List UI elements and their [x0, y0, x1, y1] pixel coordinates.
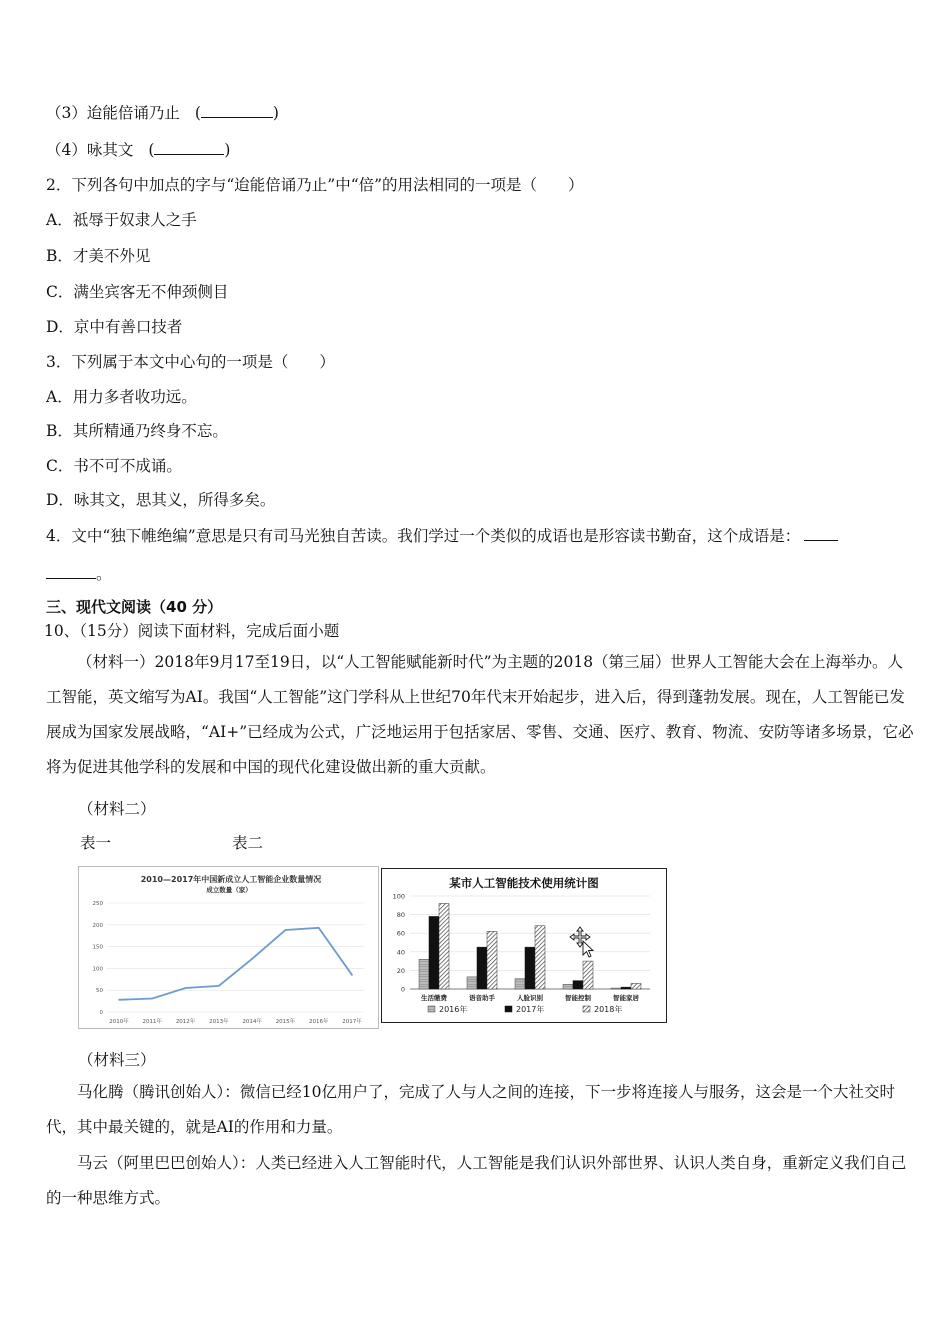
chart1-xtick-label: 2016年	[308, 1019, 329, 1025]
chart1-point	[118, 999, 120, 1001]
q2-option-a[interactable]: A．祗辱于奴隶人之手	[46, 211, 197, 229]
chart2-bar	[439, 903, 449, 989]
chart2-legend-label: 2017年	[516, 1005, 545, 1014]
chart2-legend-swatch	[583, 1006, 590, 1012]
chart2-legend-swatch	[428, 1006, 435, 1012]
q2-option-b[interactable]: B．才美不外见	[46, 247, 151, 265]
chart1-xtick-label: 2013年	[209, 1019, 229, 1025]
chart2-xtick-label: 人脸识别	[517, 994, 543, 1002]
chart2-bar	[611, 988, 621, 989]
chart2-bar	[535, 926, 545, 989]
chart1-ytick-label: 50	[96, 988, 103, 995]
q4-blank-part2[interactable]	[46, 562, 96, 579]
material2-label: （材料二）	[78, 800, 156, 818]
q4-stem: 4．文中“独下帷绝编”意思是只有司马光独自苦读。我们学过一个类似的成语也是形容读书勤奋，这个成语是：	[46, 527, 801, 545]
q10-intro: 10、（15分）阅读下面材料，完成后面小题	[44, 622, 340, 640]
q3-option-a[interactable]: A．用力多者收功远。	[46, 388, 197, 406]
chart1-xtick-label: 2014年	[242, 1019, 262, 1025]
q1-item-3-paren-close: )	[272, 104, 279, 122]
chart2-bar	[525, 947, 535, 989]
material3-ma-yun: 马云（阿里巴巴创始人）：人类已经进入人工智能时代，人工智能是我们认识外部世界、认识人类自身，重新定义我们自己的一种思维方式。	[46, 1154, 907, 1207]
bar-chart	[382, 869, 666, 1022]
chart2-bar	[467, 977, 477, 989]
chart2-legend-label: 2016年	[439, 1005, 468, 1014]
chart2-title: 某市人工智能技术使用统计图	[449, 876, 599, 890]
chart1-xtick-label: 2012年	[175, 1019, 196, 1025]
chart2-ytick-label: 0	[400, 985, 405, 994]
chart2-ytick-label: 40	[396, 948, 405, 957]
material1-text: （材料一）2018年9月17至19日，以“人工智能赋能新时代”为主题的2018（第三届）世界人工智能大会在上海举办。人工智能，英文缩写为AI。我国“人工智能”这门学科从上世纪70年代末开始起步，进入后，得到蓬勃发展。现在，人工智能已发展成为国家发展战略，“AI+”已经成为公式，广泛地运用于包括家居、零售、交通、医疗、教育、物流、安防等诸多场景，它必将为促进其他学科的发展和中国的现代化建设做出新的重大贡献。	[46, 653, 914, 776]
chart1-xtick-label: 2010年	[109, 1019, 129, 1025]
line-chart	[79, 867, 378, 1028]
q3-option-b[interactable]: B．其所精通乃终身不忘。	[46, 422, 228, 440]
chart1-xtick-label: 2017年	[342, 1019, 362, 1025]
chart1-ytick-label: 150	[92, 944, 103, 951]
q2-option-c[interactable]: C．满坐宾客无不伸颈侧目	[46, 283, 229, 301]
chart1-ytick-label: 100	[92, 966, 103, 973]
material3-label: （材料三）	[78, 1051, 156, 1069]
chart2-legend-swatch	[505, 1006, 512, 1012]
chart2-bar	[563, 984, 573, 989]
q1-item-3-text: （3）迨能倍诵乃止	[46, 104, 180, 122]
chart1-point	[318, 927, 320, 929]
q3-option-c[interactable]: C．书不可不成诵。	[46, 457, 182, 475]
chart2-bar	[515, 979, 525, 989]
q1-item-3-blank[interactable]	[201, 101, 273, 118]
chart2-ytick-label: 100	[392, 892, 405, 901]
q3-stem: 3．下列属于本文中心句的一项是（ ）	[46, 353, 335, 371]
q2-option-d[interactable]: D．京中有善口技者	[46, 318, 183, 336]
chart1-ytick-label: 200	[92, 922, 103, 929]
chart2-bar	[477, 947, 487, 989]
q1-item-4-blank[interactable]	[154, 138, 224, 155]
chart2-ytick-label: 60	[396, 929, 405, 938]
chart2-xtick-label: 语音助手	[469, 994, 495, 1002]
chart1-ylabel: 成立数量（家）	[206, 886, 252, 894]
q4-blank-line	[46, 562, 112, 585]
q4-stem-line	[46, 524, 838, 547]
chart1-point	[251, 958, 253, 960]
q4-blank-part1[interactable]	[804, 524, 838, 541]
material3-ma-huateng: 马化腾（腾讯创始人）：微信已经10亿用户了，完成了人与人之间的连接，下一步将连接人与服务，这会是一个大社交时代，其中最关键的，就是AI的作用和力量。	[46, 1083, 895, 1136]
chart1-point	[285, 929, 287, 931]
table2-label: 表二	[232, 834, 264, 852]
chart2-bar	[583, 961, 593, 989]
chart2-xtick-label: 生活缴费	[421, 994, 447, 1002]
chart1-ytick-label: 0	[99, 1010, 103, 1016]
chart2-bar	[621, 987, 631, 989]
line-chart-container	[78, 866, 379, 1029]
q1-item-3	[46, 101, 279, 124]
chart2-ytick-label: 20	[396, 966, 405, 975]
chart1-series-line	[119, 928, 352, 1000]
chart1-xtick-label: 2011年	[142, 1019, 163, 1025]
q1-item-3-paren-open: (	[194, 104, 201, 122]
chart1-point	[151, 998, 153, 1000]
q4-end: 。	[96, 565, 112, 583]
chart2-xtick-label: 智能家居	[613, 994, 639, 1002]
section3-heading: 三、现代文阅读（40 分）	[46, 598, 223, 616]
chart2-bar	[573, 981, 583, 989]
chart1-point	[351, 974, 353, 976]
chart2-bar	[631, 983, 641, 989]
chart1-point	[185, 987, 187, 989]
chart1-point	[218, 985, 220, 987]
chart2-ytick-label: 80	[396, 911, 405, 920]
move-cursor-icon	[570, 927, 593, 957]
bar-chart-container	[381, 868, 667, 1023]
q1-item-4-paren-open: (	[148, 141, 155, 159]
chart1-ytick-label: 250	[92, 901, 103, 907]
chart2-xtick-label: 智能控制	[565, 994, 591, 1002]
chart2-bar	[419, 959, 429, 989]
q2-stem: 2．下列各句中加点的字与“迨能倍诵乃止”中“倍”的用法相同的一项是（ ）	[46, 176, 584, 194]
table1-label: 表一	[80, 834, 112, 852]
q1-item-4-paren-close: )	[224, 141, 231, 159]
chart2-legend-label: 2018年	[594, 1005, 623, 1014]
q1-item-4-text: （4）咏其文	[46, 141, 134, 159]
chart2-bar	[429, 916, 439, 989]
chart1-title: 2010—2017年中国新成立人工智能企业数量情况	[140, 875, 322, 884]
q3-option-d[interactable]: D．咏其文，思其义，所得多矣。	[46, 491, 276, 509]
chart1-xtick-label: 2015年	[275, 1019, 296, 1025]
q1-item-4	[46, 138, 230, 161]
chart2-bar	[487, 931, 497, 989]
